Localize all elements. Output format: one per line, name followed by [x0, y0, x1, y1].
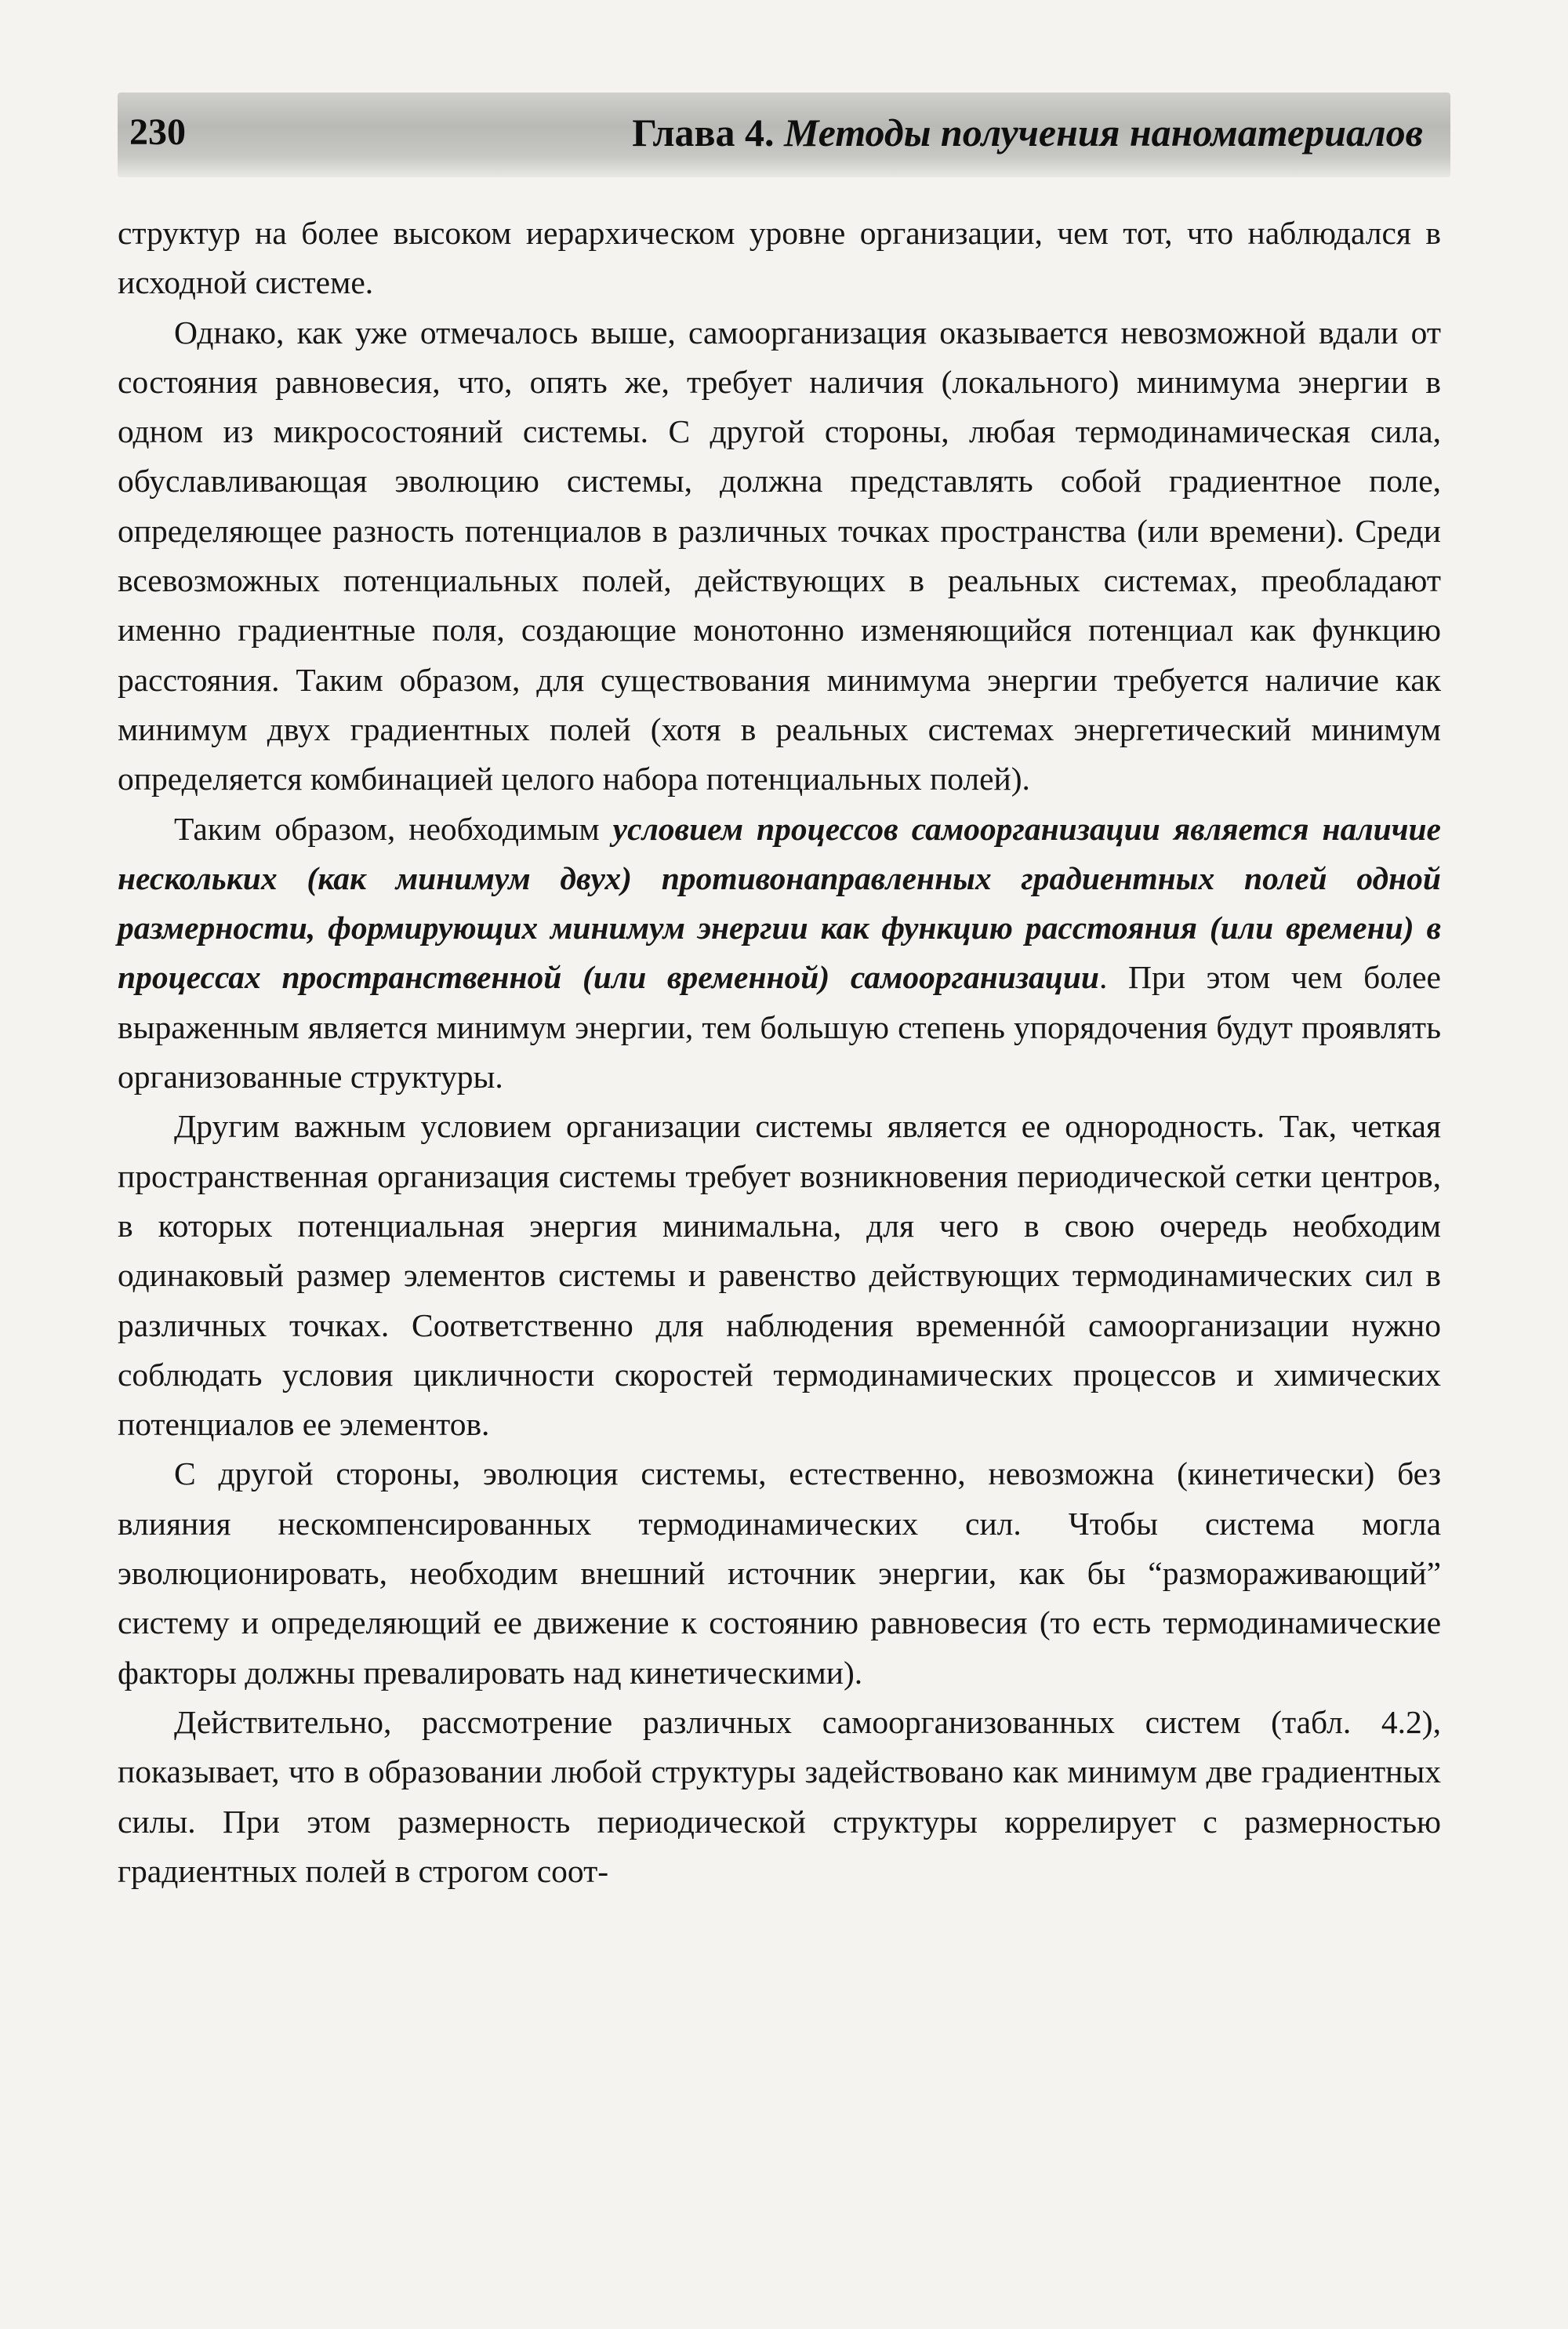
chapter-label: Глава 4.	[632, 111, 775, 154]
chapter-name: Методы получения наноматериалов	[784, 111, 1423, 154]
paragraph: Другим важным условием организации системы является ее однородность. Так, четкая пространственная организация системы требует возникновения периодической сетки центров, в которых потенциальная энергия минимальна, для чего в свою очередь необходим одинаковый размер элементов системы и равенство действующих термодинамических сил в различных точках. Соответственно для наблюдения временнóй самоорганизации нужно соблюдать условия цикличности скоростей термодинамических процессов и химических потенциалов ее элементов.	[118, 1108, 1441, 1443]
paragraph: Действительно, рассмотрение различных самоорганизованных систем (табл. 4.2), показывает, что в образовании любой структуры задействовано как минимум две градиентных силы. При этом размерность периодической структуры коррелирует с размерностью градиентных полей в строгом соот-	[118, 1703, 1441, 1889]
emphasized-statement: условием процессов самоорганизации является наличие нескольких (как минимум двух) противонаправленных градиентных полей одной размерности, формирующих минимум энергии как функцию расстояния (или времени) в процессах пространственной (или временной) самоорганизации	[118, 810, 1441, 996]
paragraph-with-emphasis	[118, 805, 1441, 1103]
paragraph-text-before: Таким образом, необходимым	[174, 810, 613, 847]
paragraph: Однако, как уже отмечалось выше, самоорганизация оказывается невозможной вдали от состояния равновесия, что, опять же, требует наличия (локального) минимума энергии в одном из микросостояний системы. С другой стороны, любая термодинамическая сила, обуславливающая эволюцию системы, должна представлять собой градиентное поле, определяющее разность потенциалов в различных точках пространства (или времени). Среди всевозможных потенциальных полей, действующих в реальных системах, преобладают именно градиентные поля, создающие монотонно изменяющийся потенциал как функцию расстояния. Таким образом, для существования минимума энергии требуется наличие как минимум двух градиентных полей (хотя в реальных системах энергетический минимум определяется комбинацией целого набора потенциальных полей).	[118, 314, 1441, 798]
page-number: 230	[129, 111, 186, 153]
body-text	[118, 209, 1441, 1896]
paragraph-text-after: . При этом чем более выраженным является минимум энергии, тем большую степень упорядочения будут проявлять организованные структуры.	[118, 959, 1441, 1095]
running-header-title	[632, 98, 1423, 167]
paragraph-continuation: структур на более высоком иерархическом уровне организации, чем тот, что наблюдался в исходной системе.	[118, 215, 1441, 301]
paragraph: С другой стороны, эволюция системы, естественно, невозможна (кинетически) без влияния нескомпенсированных термодинамических сил. Чтобы система могла эволюционировать, необходим внешний источник энергии, как бы “размораживающий” систему и определяющий ее движение к состоянию равновесия (то есть термодинамические факторы должны превалировать над кинетическими).	[118, 1455, 1441, 1691]
